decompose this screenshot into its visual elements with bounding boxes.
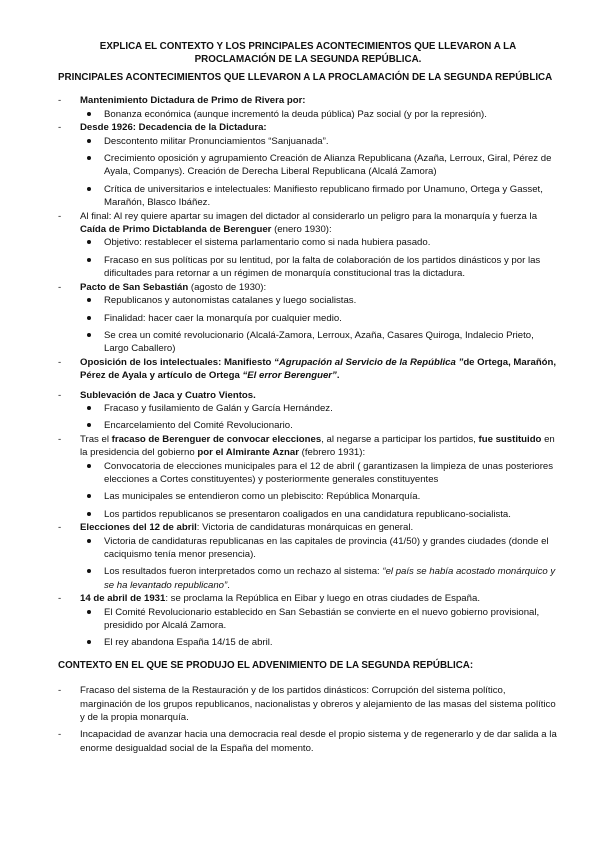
bullet-icon: [87, 316, 91, 320]
section-heading: Sublevación de Jaca y Cuatro Vientos.: [80, 389, 256, 401]
section-aznar: - Tras el fracaso de Berenguer de convocar elecciones, al negarse a participar los partidos, fue sustituido en la presidencia del gobierno por el Almirante Aznar (febrero 1931): Convocatoria de elecciones municipales para el 12 de abril ( garantizasen la limpieza de unas posteriores elecciones a Cortes constituyentes) y posteriormente generales constituyentes Las municipales se entendieron como un plebiscito: República Monarquía. Los partidos republicanos se presentaron coaligados en una candidatura republicano-socialista.: [58, 433, 558, 521]
bullet-icon: [87, 640, 91, 644]
bullet-icon: [87, 569, 91, 573]
dash-marker: -: [58, 729, 62, 741]
list-item: Objetivo: restablecer el sistema parlamentario como si nada hubiera pasado.: [80, 236, 558, 249]
context-paragraph: - Fracaso del sistema de la Restauración y de los partidos dinásticos: Corrupción del sistema político, marginación de los grupos republicanos, nacionalistas y obreros y alejamiento de las masas del sistema político y de la propia monarquía.: [58, 685, 556, 724]
bullet-icon: [87, 464, 91, 468]
bullet-icon: [87, 610, 91, 614]
bullet-list: [80, 402, 558, 433]
bullet-list: [80, 108, 558, 121]
bullet-icon: [87, 512, 91, 516]
context-heading: CONTEXTO EN EL QUE SE PRODUJO EL ADVENIMIENTO DE LA SEGUNDA REPÚBLICA:: [58, 659, 474, 671]
bullet-icon: [87, 298, 91, 302]
section-text-bold: Oposición de los intelectuales: Manifiesto: [80, 356, 275, 368]
list-item: Se crea un comité revolucionario (Alcalá-Zamora, Lerroux, Azaña, Casares Quiroga, Indalecio Prieto, Largo Caballero): [80, 329, 558, 356]
bullet-icon: [87, 139, 91, 143]
bullet-icon: [87, 112, 91, 116]
list-item: Convocatoria de elecciones municipales para el 12 de abril ( garantizasen la limpieza de unas posteriores elecciones a Cortes constituyentes) y posteriormente generales constituyentes: [80, 460, 558, 487]
list-item: Bonanza económica (aunque incrementó la deuda pública) Paz social (y por la represión).: [80, 108, 558, 121]
dash-marker: -: [58, 522, 62, 534]
bullet-list: [80, 460, 558, 522]
list-item: Crecimiento oposición y agrupamiento Creación de Alianza Republicana (Azaña, Lerroux, Giral, Pérez de Ayala, Companys). Creación de Derecha Liberal Republicana (Alcalá Zamora): [80, 152, 558, 179]
bullet-icon: [87, 423, 91, 427]
section-14-abril: [58, 592, 558, 650]
bullet-list: [80, 135, 558, 210]
section-pacto-san-sebastian: [58, 281, 558, 356]
section-text: : se proclama la República en Eibar y luego en otras ciudades de España.: [165, 593, 480, 605]
section-decadencia: [58, 121, 558, 209]
bullet-list: [80, 294, 558, 356]
list-item: Encarcelamiento del Comité Revolucionario.: [80, 419, 558, 432]
dash-marker: -: [58, 281, 62, 293]
list-item: Republicanos y autonomistas catalanes y luego socialistas.: [80, 294, 558, 307]
list-item: Descontento militar Pronunciamientos “Sanjuanada”.: [80, 135, 558, 148]
bullet-icon: [87, 333, 91, 337]
dash-marker: -: [58, 685, 62, 697]
bullet-icon: [87, 187, 91, 191]
section-text-bold: Caída de Primo Dictablanda de Berenguer: [80, 224, 272, 236]
bullet-icon: [87, 494, 91, 498]
bullet-icon: [87, 539, 91, 543]
list-item: Finalidad: hacer caer la monarquía por cualquier medio.: [80, 312, 558, 325]
section-dictablanda: [58, 210, 558, 281]
section-intelectuales: [58, 356, 558, 383]
section-text-bold-italic: “El error Berenguer”: [242, 370, 337, 382]
dash-marker: -: [58, 210, 62, 222]
section-primo-rivera: [58, 94, 558, 121]
list-item: Fracaso en sus políticas por su lentitud, por la falta de colaboración de los partidos dinásticos y por las dificultades para retornar a un régimen de monarquía constitucional tras la dictadura.: [80, 254, 558, 281]
events-heading: PRINCIPALES ACONTECIMIENTOS QUE LLEVARON A LA PROCLAMACIÓN DE LA SEGUNDA REPÚBLICA: [58, 72, 553, 83]
dash-marker: -: [58, 356, 62, 368]
bullet-list: [80, 535, 558, 593]
section-text-bold: .: [336, 370, 340, 382]
bullet-list: [80, 606, 558, 650]
document-title: EXPLICA EL CONTEXTO Y LOS PRINCIPALES ACONTECIMIENTOS QUE LLEVARON A LA PROCLAMACIÓN DE LA SEGUNDA REPÚBLICA.: [99, 41, 517, 65]
bullet-icon: [87, 258, 91, 262]
list-item: Los resultados fueron interpretados como un rechazo al sistema: “el país se había acostado monárquico y se ha levantado republicano”.: [80, 565, 558, 592]
dash-marker: -: [58, 389, 62, 401]
section-heading: 14 de abril de 1931: [80, 593, 166, 605]
list-item: Crítica de universitarios e intelectuales: Manifiesto republicano firmado por Unamuno, Ortega y Gasset, Marañón, Blasco Ibáñez.: [80, 183, 558, 210]
section-heading: Mantenimiento Dictadura de Primo de Rivera por:: [80, 95, 306, 107]
section-text: : Victoria de candidaturas monárquicas en general.: [196, 522, 414, 534]
section-text-bold-italic: “Agrupación al Servicio de la República ”: [274, 356, 464, 368]
dash-marker: -: [58, 433, 62, 445]
section-elecciones: [58, 521, 558, 592]
dash-marker: -: [58, 122, 62, 134]
section-text: (agosto de 1930):: [188, 281, 267, 293]
bullet-icon: [87, 406, 91, 410]
section-heading: Desde 1926: Decadencia de la Dictadura:: [80, 122, 267, 134]
section-heading: Pacto de San Sebastián: [80, 281, 189, 293]
list-item: El rey abandona España 14/15 de abril.: [80, 636, 558, 649]
section-text-bold: de Ortega, Marañón, Pérez de Ayala y artículo de Ortega: [80, 356, 557, 382]
section-text: (enero 1930):: [271, 224, 332, 236]
bullet-icon: [87, 156, 91, 160]
section-text: Al final: Al rey quiere apartar su imagen del dictador al considerarlo un peligro para la monarquía y fuerza la: [80, 210, 538, 222]
bullet-list: [80, 236, 558, 280]
list-item: Las municipales se entendieron como un plebiscito: República Monarquía.: [80, 490, 558, 503]
list-item: El Comité Revolucionario establecido en San Sebastián se convierte en el nuevo gobierno provisional, presidido por Alcalá Zamora.: [80, 606, 558, 633]
list-item: Fracaso y fusilamiento de Galán y García Hernández.: [80, 402, 558, 415]
section-heading: Elecciones del 12 de abril: [80, 522, 197, 534]
list-item: Los partidos republicanos se presentaron coaligados en una candidatura republicano-socialista.: [80, 508, 558, 521]
dash-marker: -: [58, 95, 62, 107]
bullet-icon: [87, 240, 91, 244]
context-paragraph: - Incapacidad de avanzar hacia una democracia real desde el propio sistema y de regenerarlo y de dar salida a la enorme desigualdad social de la España del momento.: [58, 729, 557, 754]
section-jaca: [58, 389, 558, 433]
list-item: Victoria de candidaturas republicanas en las capitales de provincia (41/50) y grandes ciudades (donde el caciquismo tenía menor presencia).: [80, 535, 558, 562]
dash-marker: -: [58, 593, 62, 605]
